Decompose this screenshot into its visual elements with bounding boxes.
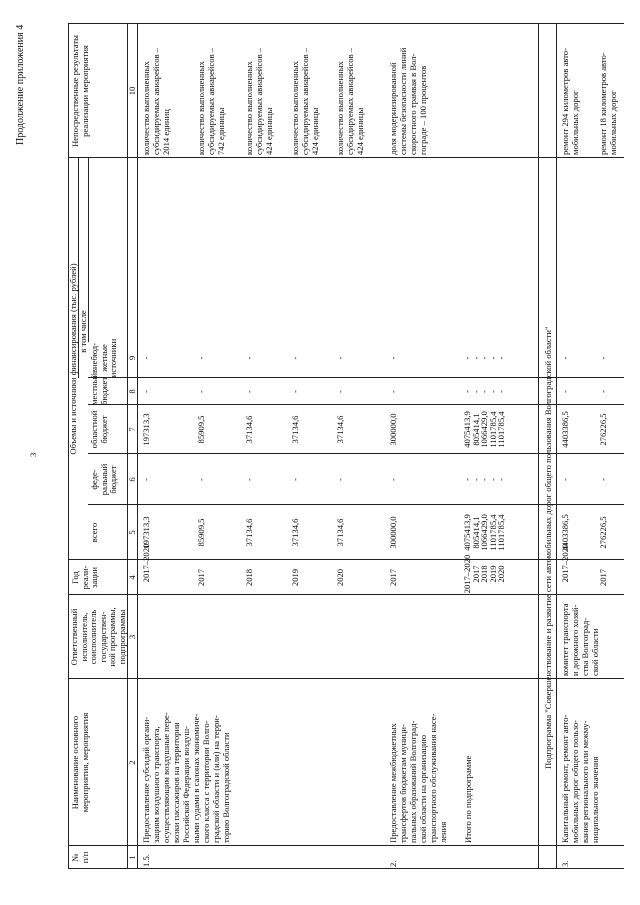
subtotal-years: 2017–2020 2017 2018 2019 2020 xyxy=(462,554,507,594)
row-extra: - xyxy=(141,356,151,360)
col-line-11 xyxy=(68,23,624,24)
header-total: всего xyxy=(89,522,99,543)
row-year: 2017 xyxy=(598,568,608,587)
header-loc: местный бюджет xyxy=(89,372,109,405)
subprogram-top-line xyxy=(538,24,539,869)
subtotal-label: Итого по подпрограмме xyxy=(463,755,473,843)
subtotal-reg: 4075413,9 805414,1 1066429,0 1101785,4 1101785,4 xyxy=(462,411,507,448)
row-extra: - xyxy=(388,356,398,360)
row-loc: - xyxy=(560,390,570,393)
row-fed: - xyxy=(244,478,254,481)
row-year: 2017 xyxy=(196,568,206,587)
row-extra: - xyxy=(244,356,254,360)
header-result: Непосредственные результаты реализации мероприятия xyxy=(70,35,90,147)
row-result: количество выполненных субсидируемых авиарейсов – 424 единицы xyxy=(244,47,274,155)
row-fed: - xyxy=(290,478,300,481)
row-loc: - xyxy=(335,390,345,393)
header-incl: в том числе xyxy=(78,310,88,353)
colnum-1: 1 xyxy=(127,855,137,860)
col-line-3 xyxy=(68,678,624,679)
colnum-8: 8 xyxy=(127,389,137,394)
row-total: 197313,3 xyxy=(141,516,151,549)
continuation-note: Продолжение приложения 4 xyxy=(15,24,26,145)
colnum-10: 10 xyxy=(127,86,137,96)
row-number: 3. xyxy=(560,860,570,867)
header-year: Год реали- зации xyxy=(70,565,100,590)
col-line-1 xyxy=(68,868,624,869)
row-result: количество выполненных субсидируемых авиарейсов – 2014 единиц xyxy=(141,47,171,155)
colnum-2: 2 xyxy=(127,760,137,765)
row-result: количество выполненных субсидируемых авиарейсов – 424 единицы xyxy=(290,47,320,155)
row-loc: - xyxy=(244,390,254,393)
row-result: количество выполненных субсидируемых авиарейсов – 742 единицы xyxy=(196,47,226,155)
subprogram-bottom-line xyxy=(556,24,557,869)
subtotal-extra: - - - - - xyxy=(462,356,507,360)
row-year: 2017–2020 xyxy=(141,543,151,583)
header-name: Наименование основного мероприятия, мероприятия xyxy=(70,712,90,813)
row-extra: - xyxy=(598,356,608,360)
row-total: 276226,5 xyxy=(598,516,608,549)
subtotal-fed: - - - - - xyxy=(462,478,507,481)
row-result: ремонт 294 километров авто- мобильных дорог xyxy=(560,48,580,155)
row-year: 2017–2020 xyxy=(560,543,570,583)
row-result: доля модернизированной системы безопасности линий скоростного трамвая в Вол- гограде – 100 процентов xyxy=(388,47,428,155)
row-loc: - xyxy=(388,390,398,393)
colnum-4: 4 xyxy=(127,575,137,580)
row-reg: 37134,6 xyxy=(290,415,300,444)
row-fed: - xyxy=(560,478,570,481)
header-extra: внебюд- жетные источники xyxy=(89,338,119,378)
colnum-7: 7 xyxy=(127,427,137,432)
row-extra: - xyxy=(560,356,570,360)
row-number: 1.5. xyxy=(141,854,151,867)
row-total: 37134,6 xyxy=(335,518,345,547)
header-fed: феде- ральный бюджет xyxy=(89,463,119,496)
row-year: 2019 xyxy=(290,568,300,587)
row-fed: - xyxy=(141,478,151,481)
row-loc: - xyxy=(598,390,608,393)
col-line-4 xyxy=(68,594,624,595)
row-loc: - xyxy=(196,390,206,393)
row-year: 2020 xyxy=(335,568,345,587)
row-total: 37134,6 xyxy=(244,518,254,547)
row-fed: - xyxy=(388,478,398,481)
row-reg: 37134,6 xyxy=(244,415,254,444)
row-extra: - xyxy=(290,356,300,360)
row-executor: комитет транспорта и дорожного хозяй- ства Волгоград- ской области xyxy=(560,603,600,676)
row-fed: - xyxy=(335,478,345,481)
row-loc: - xyxy=(141,390,151,393)
colnum-5: 5 xyxy=(127,530,137,535)
row-year: 2017 xyxy=(388,568,398,587)
row-year: 2018 xyxy=(244,568,254,587)
row-extra: - xyxy=(335,356,345,360)
row-reg: 300000,0 xyxy=(388,413,398,446)
col-line-10 xyxy=(68,157,624,158)
colnum-9: 9 xyxy=(127,355,137,361)
row-reg: 276226,5 xyxy=(598,413,608,446)
row-total: 4403386,5 xyxy=(560,514,570,551)
row-name: Предоставление субсидий органи- зациям воздушного транспорта, осуществляющим воздушные пере- возки пассажиров на территории Российской Федерации воздуш- ными судами в салонах экономиче- ского класса с территории Волго- градской области и (или) на терри- торию Волгоградской области xyxy=(141,712,231,843)
row-total: 37134,6 xyxy=(290,518,300,547)
row-fed: - xyxy=(196,478,206,481)
subtotal-total: 4075413,9 805414,1 1066429,0 1101785,4 1101785,4 xyxy=(462,514,507,551)
row-extra: - xyxy=(196,356,206,360)
row-reg: 37134,6 xyxy=(335,415,345,444)
row-number: 2. xyxy=(388,860,398,867)
col-line-5 xyxy=(68,559,624,560)
page-number: 3 xyxy=(28,452,38,457)
row-result: ремонт 18 километров авто- мобильных дорог xyxy=(598,52,618,155)
row-name: Предоставление межбюджетных трансфертов бюджетам муници- пальных образований Волгоград- ской области на организацию транспортного обслуживания насе- ления xyxy=(388,713,448,843)
header-funding: Объемы и источники финансирования (тыс. рублей) xyxy=(68,263,78,455)
row-total: 300000,0 xyxy=(388,516,398,549)
row-name: Капитальный ремонт, ремонт авто- мобильных дорог общего пользо- вания регионального или межму- ниципального значения xyxy=(560,714,600,843)
row-reg: 4403386,5 xyxy=(560,411,570,448)
row-fed: - xyxy=(598,478,608,481)
header-executor: Ответственный исполнитель, соисполнитель государствен- ной программы, подпрограммы xyxy=(69,607,127,667)
header-no: № п/п xyxy=(70,851,90,864)
subtotal-loc: - - - - - xyxy=(462,390,507,393)
row-result: количество выполненных субсидируемых авиарейсов – 424 единицы xyxy=(335,47,365,155)
col-line-2 xyxy=(68,845,624,846)
row-total: 85909,5 xyxy=(196,518,206,547)
row-reg: 85909,5 xyxy=(196,415,206,444)
row-loc: - xyxy=(290,390,300,393)
header-reg: областной бюджет xyxy=(89,410,109,449)
subprogram-title: Подпрограмма "Совершенствование и развитие сети автомобильных дорог общего пользования Волгоградской области" xyxy=(543,326,553,769)
colnum-3: 3 xyxy=(127,634,137,640)
row-reg: 197313,3 xyxy=(141,413,151,446)
colnum-6: 6 xyxy=(127,477,137,482)
